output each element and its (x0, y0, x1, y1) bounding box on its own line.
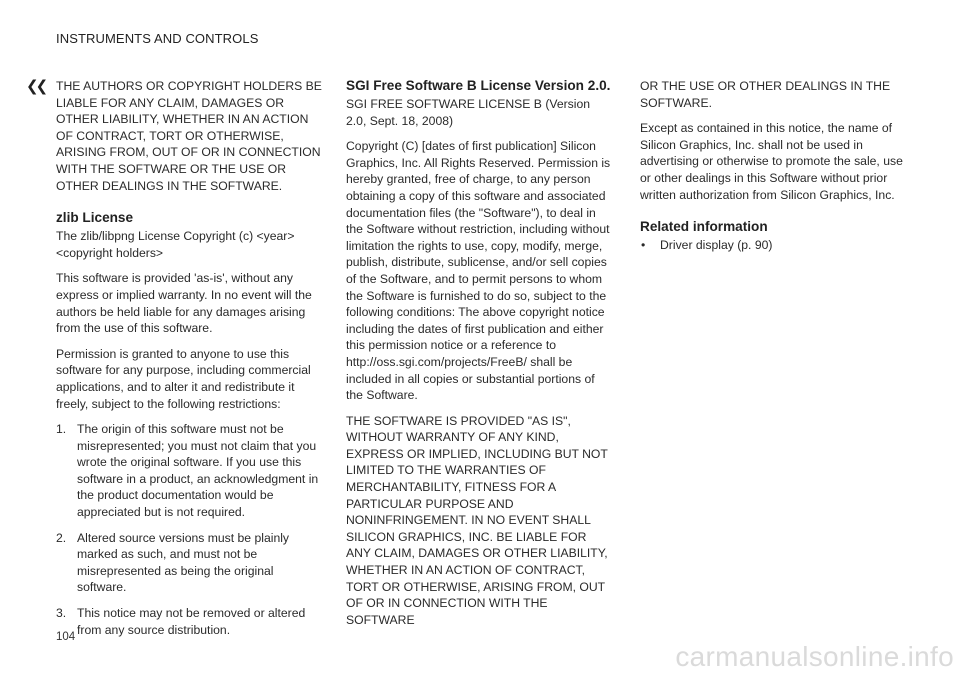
related-information-heading: Related information (640, 219, 768, 235)
column-middle (346, 78, 612, 637)
list-item-text: Altered source versions must be plainly marked as such, and must not be misrepresented as being the original software. (77, 530, 290, 595)
list-item-number: 3. (56, 606, 67, 621)
column-right (640, 78, 908, 254)
zlib-license-heading: zlib License (56, 210, 134, 226)
sgi-disclaimer-continuation: OR THE USE OR OTHER DEALINGS IN THE SOFTWARE. (640, 79, 891, 110)
zlib-permission-text: Permission is granted to anyone to use this software for any purpose, including commercial applications, and to alter it and redistribute it freely, subject to the following restrictions: (56, 346, 311, 411)
back-arrows-icon[interactable]: ❮❮ (26, 78, 46, 95)
restrictions-list (56, 421, 324, 638)
watermark: carmanualsonline.info (675, 641, 954, 672)
sgi-disclaimer-text: THE SOFTWARE IS PROVIDED "AS IS", WITHOUT WARRANTY OF ANY KIND, EXPRESS OR IMPLIED, INCLUDING BUT NOT LIMITED TO THE WARRANTIES OF MERCHANTABILITY, FITNESS FOR A PARTICULAR PURPOSE AND NONINFRINGEMENT. IN NO EVENT SHALL SILICON GRAPHICS, INC. BE LIABLE FOR ANY CLAIM, DAMAGES OR OTHER LIABILITY, WHETHER IN AN ACTION OF CONTRACT, TORT OR OTHERWISE, ARISING FROM, OUT OF OR IN CONNECTION WITH THE SOFTWARE (346, 413, 608, 627)
section-header: INSTRUMENTS AND CONTROLS (56, 31, 259, 46)
sgi-license-heading: SGI Free Software B License Version 2.0. (346, 78, 611, 93)
sgi-copyright-text: Copyright (C) [dates of first publication] Silicon Graphics, Inc. All Rights Reserved. Permission is hereby granted, free of charge, to any person obtaining a copy of this software and associated documentation files (the "Software"), to deal in the Software without restriction, including without limitation the rights to use, copy, modify, merge, publish, distribute, sublicense, and/or sell copies of the Software, and to permit persons to whom the Software is furnished to do so, subject to the following conditions: The above copyright notice including the dates of first publication and either this permission notice or a reference to http://oss.sgi.com/projects/FreeB/ shall be included in all copies or substantial portions of the Software. (346, 139, 611, 403)
list-item (56, 421, 324, 521)
bullet-icon: • (641, 238, 646, 253)
sgi-name-notice-text: Except as contained in this notice, the name of Silicon Graphics, Inc. shall not be used in advertising or otherwise to promote the sale, use or other dealings in this Software without prior written authorization from Silicon Graphics, Inc. (640, 121, 903, 202)
zlib-warranty-text: This software is provided 'as-is', without any express or implied warranty. In no event will the authors be held liable for any damages arising from the use of this software. (56, 271, 312, 336)
column-left (56, 78, 324, 647)
list-item-text: This notice may not be removed or altered from any source distribution. (77, 606, 306, 637)
page-number: 104 (56, 631, 76, 643)
zlib-copyright-text: The zlib/libpng License Copyright (c) <year> <copyright holders> (56, 229, 295, 260)
list-item-number: 1. (56, 422, 67, 437)
list-item-number: 2. (56, 530, 67, 545)
related-link-text[interactable]: Driver display (p. 90) (660, 238, 773, 253)
related-link-driver-display[interactable] (640, 237, 908, 254)
list-item (56, 605, 324, 638)
list-item (56, 530, 324, 596)
list-item-text: The origin of this software must not be misrepresented; you must not claim that you wrote the original software. If you use this software in a product, an acknowledgment in the product documentation would be appreciated but is not required. (77, 422, 319, 520)
sgi-version-text: SGI FREE SOFTWARE LICENSE B (Version 2.0, Sept. 18, 2008) (346, 97, 591, 128)
license-continuation-text: THE AUTHORS OR COPYRIGHT HOLDERS BE LIABLE FOR ANY CLAIM, DAMAGES OR OTHER LIABILITY, WHETHER IN AN ACTION OF CONTRACT, TORT OR OTHERWISE, ARISING FROM, OUT OF OR IN CONNECTION WITH THE SOFTWARE OR THE USE OR OTHER DEALINGS IN THE SOFTWARE. (56, 79, 322, 193)
related-information-list (640, 237, 908, 254)
